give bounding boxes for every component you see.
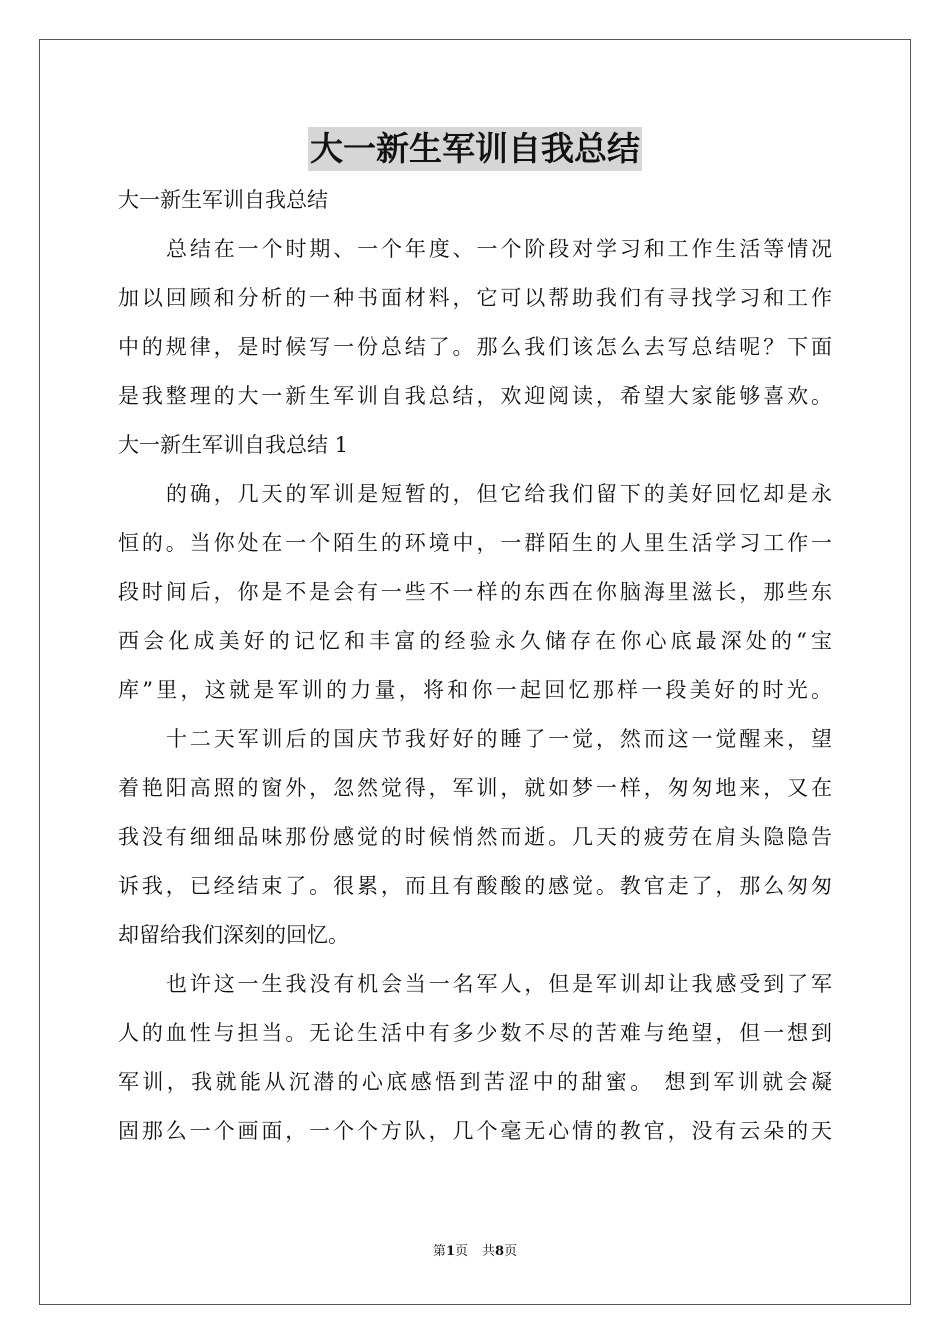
- body-line: 是我整理的大一新生军训自我总结，欢迎阅读，希望大家能够喜欢。: [118, 384, 832, 408]
- body-line: 固那么一个画面，一个个方队，几个毫无心情的教官，没有云朵的天: [118, 1119, 832, 1143]
- page-number: 第1页: [432, 1244, 468, 1259]
- body-line: 着艳阳高照的窗外，忽然觉得，军训，就如梦一样，匆匆地来，又在: [118, 776, 832, 800]
- document-title-text: 大一新生军训自我总结: [308, 127, 642, 171]
- body-line: 人的血性与担当。无论生活中有多少数不尽的苦难与绝望，但一想到: [118, 1021, 832, 1045]
- body-line: 却留给我们深刻的回忆。: [118, 923, 349, 947]
- page-total: 共8页: [482, 1244, 518, 1259]
- body-line: 也许这一生我没有机会当一名军人，但是军训却让我感受到了军: [166, 972, 832, 996]
- body-line: 军训，我就能从沉潜的心底感悟到苦涩中的甜蜜。 想到军训就会凝: [118, 1070, 832, 1094]
- section-heading: 大一新生军训自我总结 1: [118, 433, 349, 457]
- body-line: 大一新生军训自我总结: [118, 188, 328, 212]
- body-line: 恒的。当你处在一个陌生的环境中，一群陌生的人里生活学习工作一: [118, 531, 832, 555]
- body-line: 中的规律，是时候写一份总结了。那么我们该怎么去写总结呢？下面: [118, 335, 832, 359]
- body-line: 总结在一个时期、一个年度、一个阶段对学习和工作生活等情况: [166, 237, 832, 261]
- page-footer: [0, 1244, 950, 1260]
- body-line: 段时间后，你是不是会有一些不一样的东西在你脑海里滋长，那些东: [118, 580, 832, 604]
- document-body: [118, 176, 832, 1156]
- body-line: 库”里，这就是军训的力量，将和你一起回忆那样一段美好的时光。: [118, 678, 832, 702]
- body-line: 西会化成美好的记忆和丰富的经验永久储存在你心底最深处的“宝: [118, 629, 832, 653]
- document-title: [0, 127, 950, 171]
- body-line: 诉我，已经结束了。很累，而且有酸酸的感觉。教官走了，那么匆匆: [118, 874, 832, 898]
- body-line: 加以回顾和分析的一种书面材料，它可以帮助我们有寻找学习和工作: [118, 286, 832, 310]
- body-line: 我没有细细品味那份感觉的时候悄然而逝。几天的疲劳在肩头隐隐告: [118, 825, 832, 849]
- body-line: 的确，几天的军训是短暂的，但它给我们留下的美好回忆却是永: [166, 482, 832, 506]
- body-line: 十二天军训后的国庆节我好好的睡了一觉，然而这一觉醒来，望: [166, 727, 832, 751]
